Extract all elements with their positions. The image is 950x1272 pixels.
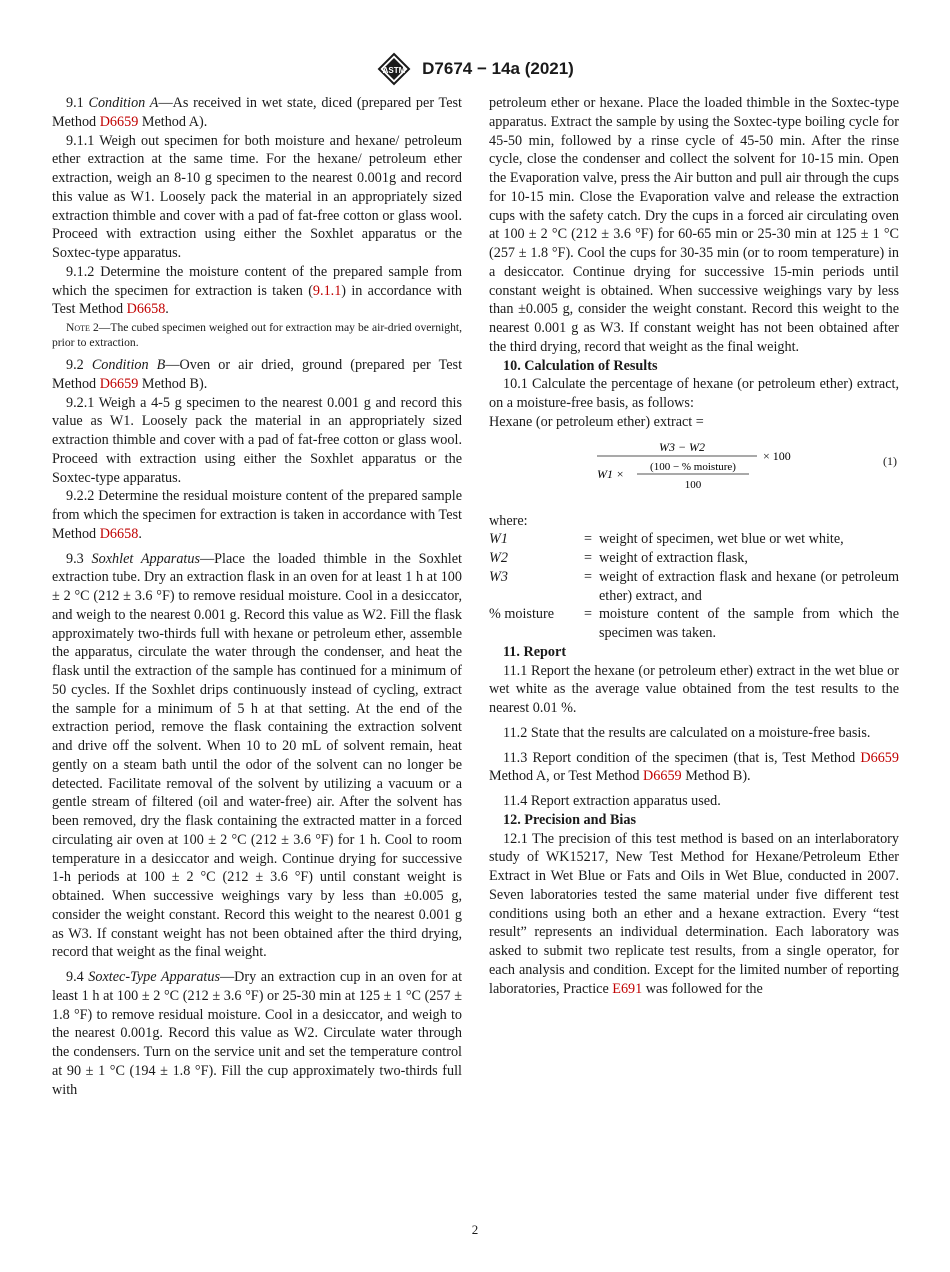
svg-text:ASTM: ASTM xyxy=(382,66,406,75)
svg-text:× 100: × 100 xyxy=(763,448,791,463)
section-9-2: 9.2 Condition B—Oven or air dried, ground (prepared per Test Method D6659 Method B). xyxy=(52,357,463,392)
definition-row: W3 = weight of extraction flask and hexane (or petroleum ether) extract, and xyxy=(489,568,899,604)
section-9-2-2: 9.2.2 Determine the residual moisture content of the prepared sample from which the specimen for extraction is taken in accordance with Test Method D6658. xyxy=(52,488,462,542)
note-2: Note 2—The cubed specimen weighed out for extraction may be air-dried overnight, prior to extraction. xyxy=(52,321,462,349)
where-label: where: xyxy=(489,512,528,529)
section-9-4: 9.4 Soxtec-Type Apparatus—Dry an extraction cup in an oven for at least 1 h at 100 ± 2 °C (212 ± 3.6 °F) or 25-30 min at 125 ± 1 °C (257 ± 1.8 °F) to remove residual moisture. Cool in a desiccator, and weigh to the nearest 0.001g. Record this value as W2. Circulate water through the condensers. Turn on the service unit and set the temperature control at 90 ± 1 °C (194 ± 1.8 °F). Fill the cup approximately two-thirds full with xyxy=(52,969,463,1098)
ref-9-1-1-link[interactable]: 9.1.1 xyxy=(312,282,342,299)
ref-e691-link[interactable]: E691 xyxy=(612,980,643,997)
ref-d6659-link[interactable]: D6659 xyxy=(643,768,682,785)
section-9-1-1: 9.1.1 Weigh out specimen for both moisture and hexane/ petroleum ether extraction at the same time. For the hexane/ petroleum ether extraction, weigh an 8-10 g specimen to the nearest 0.001g and record this value as W1. Loosely pack the material in an appropriately sized extraction thimble and cover with a pad of fat-free cotton or glass wool. Proceed with extraction using either the Soxhlet apparatus or the Soxtec-type apparatus. xyxy=(52,132,462,261)
svg-text:100: 100 xyxy=(684,478,702,491)
equation-number: (1) xyxy=(883,453,897,468)
section-9-3: 9.3 Soxhlet Apparatus—Place the loaded thimble in the Soxhlet extraction tube. Dry an extraction flask in an oven for at least 1 h at 100 ± 2 °C (212 ± 3.6 °F) to remove residual moisture. Cool in a desiccator, and weigh to the nearest 0.001 g. Record this value as W2. Fill the flask approximately two-thirds full with hexane or petroleum ether, assemble the apparatus, circulate the water through the condenser, and heat the flask until the extraction of the sample has continued for a minimum of 50 cycles. If the Soxhlet drips continuously instead of cycling, extract the sample for a minimum of 5 h at that setting. At the end of the extraction period, remove the flask containing the extraction solvent and drive off the solvent. When 10 to 20 mL of solvent remain, heat gently on a steam bath until the odor of the solvent can no longer be detected. Facilitate removal of the solvent by utilizing a vacuum or a gentle stream of filtered (oil and water-free) air. After the solvent has been removed, dry the flask containing the extracted matter in a forced circulating air oven at 100 ± 2 °C (212 ± 3.6 °F) for 1 h. Cool to room temperature in a desiccator and weigh. Continue drying for successive 1-h periods at 100 ± 2 °C (212 ± 3.6 °F) until constant weight is obtained. When successive weighings vary by less than ±0.005 g, consider the weight constant. Record this weight to the nearest 0.001 g as W3. If constant weight has not been obtained after the third drying, record that weight as the final weight. xyxy=(52,550,462,961)
definition-row: W2 = weight of extraction flask, xyxy=(489,550,748,566)
section-11-4: 11.4 Report extraction apparatus used. xyxy=(503,793,721,809)
definition-row: W1 = weight of specimen, wet blue or wet white, xyxy=(489,531,844,548)
ref-d6659-link[interactable]: D6659 xyxy=(99,113,139,130)
definition-row: % moisture = moisture content of the sample from which the specimen was taken. xyxy=(489,606,899,641)
section-10-1: 10.1 Calculate the percentage of hexane (or petroleum ether) extract, on a moisture-free basis, as follows: xyxy=(489,376,899,411)
heading-10: 10. Calculation of Results xyxy=(503,357,658,374)
page-number: 2 xyxy=(471,1222,479,1237)
heading-11: 11. Report xyxy=(503,643,567,660)
section-9-4-continued: petroleum ether or hexane. Place the loaded thimble in the Soxtec-type apparatus. Extract the sample by using the Soxtec-type boiling cycle for 45-50 min, followed by a rinse cycle of 45-50 min. After the rinse cycle, close the condenser and collect the solvent for 10-15 min. Open the Evaporation valve, press the Air button and pull air through the cups for 10-15 min. Close the Evaporation valve and release the extraction cups with the safety catch. Dry the cups in a forced air circulating oven at 100 ± 2 °C (212 ± 3.6 °F) for 60-65 min or 25-30 min at 125 ± 1 °C (257 ± 1.8 °F). Cool the cups for 30-35 min (or to room temperature) in a desiccator. Continue drying for successive 15-min periods until constant weight is obtained. When successive weighings vary by less than ±0.005 g, consider the weight constant. Record this weight to the nearest 0.001 g as W3. If constant weight has not been obtained after the third drying, record that weight as the final weight. xyxy=(489,95,899,355)
standard-designation: D7674 − 14a (2021) xyxy=(422,59,574,78)
right-column xyxy=(489,94,899,998)
svg-text:(100 − % moisture): (100 − % moisture) xyxy=(650,460,736,473)
svg-text:W1 ×: W1 × xyxy=(597,466,625,481)
section-11-3: 11.3 Report condition of the specimen (that is, Test Method D6659 Method A, or Test Method D6659 Method B). xyxy=(489,749,899,785)
section-9-1-2: 9.1.2 Determine the moisture content of the prepared sample from which the specimen for extraction is taken (9.1.1) in accordance with Test Method D6658. xyxy=(52,263,462,318)
page-header xyxy=(0,52,950,86)
variable-definitions xyxy=(489,530,899,643)
left-column xyxy=(52,94,462,1099)
ref-d6659-link[interactable]: D6659 xyxy=(99,375,139,392)
ref-d6658-link[interactable]: D6658 xyxy=(99,525,139,542)
section-11-1: 11.1 Report the hexane (or petroleum ether) extract in the wet blue or wet white as the average value obtained from the test results to the nearest 0.01 %. xyxy=(489,662,899,716)
heading-12: 12. Precision and Bias xyxy=(503,811,636,828)
astm-logo-icon xyxy=(376,52,412,86)
section-12-1: 12.1 The precision of this test method is based on an interlaboratory study of WK15217, New Test Method for Hexane/Petroleum Ether Extract in Wet Blue or Fats and Oils in Wet Blue, conducted in 2007. Seven laboratories tested the same material under five different test conditions using both an ether and a hexane extraction. Every “test result” represents an individual determination. Each laboratory was asked to submit two replicate test results, from a single operator, for each analysis and condition. Except for the limited number of reporting laboratories, Practice E691 was followed for the xyxy=(489,830,899,997)
svg-text:W3 − W2: W3 − W2 xyxy=(658,439,706,454)
section-9-2-1: 9.2.1 Weigh a 4-5 g specimen to the nearest 0.001 g and record this value as W1. Loosely pack the material in an appropriately sized extraction thimble and cover with a pad of fat-free cotton or glass wool. Proceed with extraction using either the Soxhlet apparatus or the Soxtec-type apparatus. xyxy=(52,394,462,486)
section-11-2: 11.2 State that the results are calculated on a moisture-free basis. xyxy=(503,724,871,741)
ref-d6659-link[interactable]: D6659 xyxy=(860,749,899,766)
ref-d6658-link[interactable]: D6658 xyxy=(126,301,166,318)
equation-1 xyxy=(489,438,899,494)
formula-label: Hexane (or petroleum ether) extract = xyxy=(489,413,704,430)
section-9-1: 9.1 Condition A—As received in wet state, diced (prepared per Test Method D6659 Method A). xyxy=(52,95,462,130)
